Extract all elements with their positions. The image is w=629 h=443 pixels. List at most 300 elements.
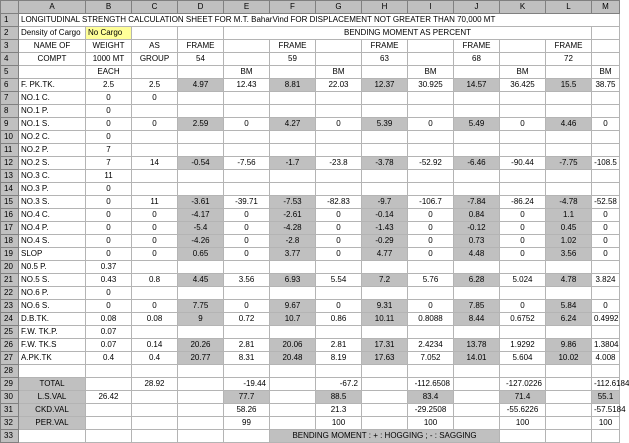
per-value-cell[interactable]: 100 bbox=[592, 417, 620, 430]
as-group-cell[interactable]: 0 bbox=[132, 235, 178, 248]
compartment-name-cell[interactable]: NO.2 P. bbox=[19, 144, 86, 157]
frame-value-cell[interactable]: -9.7 bbox=[362, 196, 408, 209]
compartment-name-cell[interactable]: NO.4 S. bbox=[19, 235, 86, 248]
column-header[interactable]: M bbox=[592, 1, 620, 14]
frame-value-cell[interactable]: -7.75 bbox=[546, 157, 592, 170]
frame-value-cell[interactable]: -0.12 bbox=[454, 222, 500, 235]
bm-value-cell[interactable]: 0 bbox=[408, 248, 454, 261]
weight-cell[interactable]: 0 bbox=[86, 118, 132, 131]
frame-value-cell[interactable]: 17.31 bbox=[362, 339, 408, 352]
frame-value-cell[interactable]: 1.02 bbox=[546, 235, 592, 248]
cell[interactable] bbox=[592, 430, 620, 443]
row-header[interactable]: 11 bbox=[1, 144, 19, 157]
bm-value-cell[interactable] bbox=[500, 326, 546, 339]
cell[interactable] bbox=[454, 391, 500, 404]
name-of-header-cell[interactable]: NAME OF bbox=[19, 40, 86, 53]
row-header[interactable]: 1 bbox=[1, 14, 19, 27]
frame-value-cell[interactable]: 0.84 bbox=[454, 209, 500, 222]
cell[interactable] bbox=[132, 430, 178, 443]
frame-value-cell[interactable] bbox=[362, 261, 408, 274]
row-header[interactable]: 21 bbox=[1, 274, 19, 287]
cell[interactable] bbox=[132, 391, 178, 404]
frame-value-cell[interactable]: 12.37 bbox=[362, 79, 408, 92]
frame-value-cell[interactable] bbox=[270, 92, 316, 105]
weight-cell[interactable]: 11 bbox=[86, 170, 132, 183]
bm-value-cell[interactable]: 3.56 bbox=[224, 274, 270, 287]
cell[interactable] bbox=[132, 66, 178, 79]
cell[interactable] bbox=[86, 404, 132, 417]
cell[interactable] bbox=[454, 378, 500, 391]
row-header[interactable]: 9 bbox=[1, 118, 19, 131]
row-header[interactable]: 6 bbox=[1, 79, 19, 92]
row-header[interactable]: 18 bbox=[1, 235, 19, 248]
weight-cell[interactable]: 0 bbox=[86, 105, 132, 118]
weight-cell[interactable]: 0 bbox=[86, 196, 132, 209]
bm-value-cell[interactable]: 0 bbox=[316, 248, 362, 261]
bm-value-cell[interactable] bbox=[408, 326, 454, 339]
frame-number-cell[interactable]: 63 bbox=[362, 53, 408, 66]
frame-value-cell[interactable] bbox=[546, 170, 592, 183]
frame-value-cell[interactable] bbox=[546, 261, 592, 274]
bm-value-cell[interactable]: 0 bbox=[224, 222, 270, 235]
bm-value-cell[interactable]: 0 bbox=[224, 235, 270, 248]
column-header[interactable]: G bbox=[316, 1, 362, 14]
cell[interactable] bbox=[224, 430, 270, 443]
frame-value-cell[interactable] bbox=[546, 183, 592, 196]
frame-value-cell[interactable]: 20.26 bbox=[178, 339, 224, 352]
frame-value-cell[interactable]: 20.48 bbox=[270, 352, 316, 365]
bm-value-cell[interactable]: 0 bbox=[500, 118, 546, 131]
bm-value-cell[interactable] bbox=[500, 105, 546, 118]
cell[interactable] bbox=[408, 40, 454, 53]
cell[interactable] bbox=[592, 40, 620, 53]
bm-value-cell[interactable]: -39.71 bbox=[224, 196, 270, 209]
compartment-name-cell[interactable]: NO.1 S. bbox=[19, 118, 86, 131]
as-group-cell[interactable]: 0 bbox=[132, 300, 178, 313]
frame-value-cell[interactable]: 5.84 bbox=[546, 300, 592, 313]
cell[interactable] bbox=[546, 66, 592, 79]
bm-value-cell[interactable]: 38.75 bbox=[592, 79, 620, 92]
as-group-cell[interactable] bbox=[132, 105, 178, 118]
bm-value-cell[interactable]: 12.43 bbox=[224, 79, 270, 92]
as-group-cell[interactable] bbox=[132, 170, 178, 183]
each-header-cell[interactable]: EACH bbox=[86, 66, 132, 79]
row-header[interactable]: 2 bbox=[1, 27, 19, 40]
cell[interactable] bbox=[592, 53, 620, 66]
cell[interactable] bbox=[270, 378, 316, 391]
row-header[interactable]: 8 bbox=[1, 105, 19, 118]
bm-value-cell[interactable] bbox=[592, 144, 620, 157]
bm-value-cell[interactable]: 0 bbox=[408, 118, 454, 131]
bm-value-cell[interactable]: 4.008 bbox=[592, 352, 620, 365]
bm-value-cell[interactable] bbox=[408, 144, 454, 157]
frame-value-cell[interactable]: 0.73 bbox=[454, 235, 500, 248]
bm-value-cell[interactable]: 22.03 bbox=[316, 79, 362, 92]
weight-header-cell[interactable]: WEIGHT bbox=[86, 40, 132, 53]
cell[interactable] bbox=[178, 404, 224, 417]
frame-value-cell[interactable] bbox=[454, 326, 500, 339]
frame-value-cell[interactable]: 4.48 bbox=[454, 248, 500, 261]
compartment-name-cell[interactable]: NO.2 S. bbox=[19, 157, 86, 170]
compt-header-cell[interactable]: COMPT bbox=[19, 53, 86, 66]
frame-value-cell[interactable] bbox=[270, 326, 316, 339]
frame-value-cell[interactable]: 4.97 bbox=[178, 79, 224, 92]
column-header[interactable]: F bbox=[270, 1, 316, 14]
compartment-name-cell[interactable]: NO.4 C. bbox=[19, 209, 86, 222]
frame-value-cell[interactable]: 6.28 bbox=[454, 274, 500, 287]
frame-header-cell[interactable]: FRAME bbox=[454, 40, 500, 53]
bm-value-cell[interactable]: 0 bbox=[592, 235, 620, 248]
cell[interactable] bbox=[546, 391, 592, 404]
bm-header-cell[interactable]: BM bbox=[224, 66, 270, 79]
bm-value-cell[interactable] bbox=[224, 105, 270, 118]
bm-value-cell[interactable]: 1.9292 bbox=[500, 339, 546, 352]
total-bm-cell[interactable]: -112.6184 bbox=[592, 378, 620, 391]
bm-value-cell[interactable] bbox=[224, 170, 270, 183]
group-header-cell[interactable]: GROUP bbox=[132, 53, 178, 66]
bm-value-cell[interactable]: -52.92 bbox=[408, 157, 454, 170]
frame-value-cell[interactable] bbox=[178, 261, 224, 274]
frame-value-cell[interactable]: 5.39 bbox=[362, 118, 408, 131]
bm-value-cell[interactable]: 0.4992 bbox=[592, 313, 620, 326]
frame-value-cell[interactable]: 7.75 bbox=[178, 300, 224, 313]
weight-cell[interactable]: 0 bbox=[86, 92, 132, 105]
bm-header-cell[interactable]: BM bbox=[500, 66, 546, 79]
frame-header-cell[interactable]: FRAME bbox=[270, 40, 316, 53]
cell[interactable] bbox=[178, 27, 224, 40]
bm-value-cell[interactable]: 0 bbox=[500, 248, 546, 261]
frame-value-cell[interactable] bbox=[454, 261, 500, 274]
as-group-cell[interactable]: 11 bbox=[132, 196, 178, 209]
bm-value-cell[interactable]: -90.44 bbox=[500, 157, 546, 170]
frame-value-cell[interactable]: 9.86 bbox=[546, 339, 592, 352]
compartment-name-cell[interactable]: NO.3 S. bbox=[19, 196, 86, 209]
column-header[interactable]: J bbox=[454, 1, 500, 14]
frame-value-cell[interactable] bbox=[178, 170, 224, 183]
bm-value-cell[interactable]: -82.83 bbox=[316, 196, 362, 209]
frame-value-cell[interactable]: 10.7 bbox=[270, 313, 316, 326]
cell[interactable] bbox=[224, 40, 270, 53]
cell[interactable] bbox=[132, 404, 178, 417]
cell[interactable] bbox=[500, 53, 546, 66]
bm-value-cell[interactable]: 0 bbox=[500, 235, 546, 248]
bm-value-cell[interactable]: 0 bbox=[224, 300, 270, 313]
ls-label-cell[interactable]: L.S.VAL bbox=[19, 391, 86, 404]
cell[interactable] bbox=[546, 404, 592, 417]
bm-value-cell[interactable]: 0 bbox=[316, 235, 362, 248]
row-header[interactable]: 27 bbox=[1, 352, 19, 365]
bm-value-cell[interactable]: 8.19 bbox=[316, 352, 362, 365]
per-value-cell[interactable]: 99 bbox=[224, 417, 270, 430]
frame-value-cell[interactable]: -1.43 bbox=[362, 222, 408, 235]
bm-value-cell[interactable]: 0 bbox=[592, 209, 620, 222]
frame-value-cell[interactable] bbox=[362, 326, 408, 339]
cell[interactable] bbox=[592, 27, 620, 40]
cell[interactable] bbox=[132, 365, 178, 378]
cell[interactable] bbox=[19, 66, 86, 79]
frame-value-cell[interactable]: 7.85 bbox=[454, 300, 500, 313]
as-group-cell[interactable]: 0 bbox=[132, 209, 178, 222]
cell[interactable] bbox=[362, 378, 408, 391]
weight-cell[interactable]: 7 bbox=[86, 157, 132, 170]
frame-value-cell[interactable]: 4.78 bbox=[546, 274, 592, 287]
frame-value-cell[interactable]: 20.06 bbox=[270, 339, 316, 352]
weight-cell[interactable]: 0.07 bbox=[86, 326, 132, 339]
frame-value-cell[interactable]: 3.77 bbox=[270, 248, 316, 261]
bm-value-cell[interactable]: 0 bbox=[408, 300, 454, 313]
frame-value-cell[interactable] bbox=[270, 144, 316, 157]
bm-value-cell[interactable]: -23.8 bbox=[316, 157, 362, 170]
row-header[interactable]: 17 bbox=[1, 222, 19, 235]
frame-value-cell[interactable]: -4.26 bbox=[178, 235, 224, 248]
bm-value-cell[interactable]: 0.86 bbox=[316, 313, 362, 326]
column-header[interactable]: I bbox=[408, 1, 454, 14]
per-label-cell[interactable]: PER.VAL bbox=[19, 417, 86, 430]
bm-value-cell[interactable] bbox=[500, 92, 546, 105]
cell[interactable] bbox=[362, 404, 408, 417]
cell[interactable] bbox=[362, 365, 408, 378]
frame-value-cell[interactable] bbox=[546, 287, 592, 300]
bm-value-cell[interactable] bbox=[592, 183, 620, 196]
as-group-cell[interactable]: 0 bbox=[132, 222, 178, 235]
cell[interactable] bbox=[86, 417, 132, 430]
bm-value-cell[interactable]: 2.4234 bbox=[408, 339, 454, 352]
frame-value-cell[interactable] bbox=[178, 131, 224, 144]
bm-value-cell[interactable]: 0 bbox=[224, 209, 270, 222]
cell[interactable] bbox=[270, 404, 316, 417]
bm-value-cell[interactable]: 0 bbox=[408, 222, 454, 235]
frame-value-cell[interactable] bbox=[178, 92, 224, 105]
bm-value-cell[interactable]: 3.824 bbox=[592, 274, 620, 287]
as-group-cell[interactable]: 0 bbox=[132, 118, 178, 131]
frame-value-cell[interactable]: 3.56 bbox=[546, 248, 592, 261]
frame-value-cell[interactable]: 5.49 bbox=[454, 118, 500, 131]
ls-weight-cell[interactable]: 26.42 bbox=[86, 391, 132, 404]
compartment-name-cell[interactable]: A.PK.TK bbox=[19, 352, 86, 365]
cell[interactable] bbox=[178, 417, 224, 430]
ls-value-cell[interactable]: 83.4 bbox=[408, 391, 454, 404]
bm-value-cell[interactable]: 0 bbox=[500, 300, 546, 313]
per-value-cell[interactable]: 100 bbox=[408, 417, 454, 430]
bm-header-cell[interactable]: BM bbox=[408, 66, 454, 79]
cell[interactable] bbox=[316, 53, 362, 66]
as-group-cell[interactable]: 2.5 bbox=[132, 79, 178, 92]
as-group-cell[interactable]: 0.8 bbox=[132, 274, 178, 287]
cell[interactable] bbox=[178, 365, 224, 378]
row-header[interactable]: 30 bbox=[1, 391, 19, 404]
bm-value-cell[interactable]: 0 bbox=[316, 222, 362, 235]
weight-cell[interactable]: 0 bbox=[86, 183, 132, 196]
ls-value-cell[interactable]: 71.4 bbox=[500, 391, 546, 404]
select-all-corner[interactable] bbox=[1, 1, 19, 14]
column-header[interactable]: B bbox=[86, 1, 132, 14]
bm-value-cell[interactable] bbox=[408, 105, 454, 118]
frame-value-cell[interactable]: 10.11 bbox=[362, 313, 408, 326]
bm-value-cell[interactable] bbox=[592, 170, 620, 183]
compartment-name-cell[interactable]: NO.1 P. bbox=[19, 105, 86, 118]
bm-value-cell[interactable] bbox=[408, 183, 454, 196]
frame-value-cell[interactable] bbox=[362, 287, 408, 300]
bm-value-cell[interactable] bbox=[224, 261, 270, 274]
frame-value-cell[interactable]: -3.78 bbox=[362, 157, 408, 170]
ls-value-cell[interactable]: 77.7 bbox=[224, 391, 270, 404]
as-group-cell[interactable]: 0.14 bbox=[132, 339, 178, 352]
compartment-name-cell[interactable]: F. PK.TK. bbox=[19, 79, 86, 92]
frame-value-cell[interactable]: 0.45 bbox=[546, 222, 592, 235]
bm-value-cell[interactable]: -7.56 bbox=[224, 157, 270, 170]
bm-value-cell[interactable]: 0 bbox=[316, 300, 362, 313]
as-group-cell[interactable] bbox=[132, 326, 178, 339]
cell[interactable] bbox=[500, 365, 546, 378]
cell[interactable] bbox=[86, 365, 132, 378]
frame-number-cell[interactable]: 59 bbox=[270, 53, 316, 66]
bm-value-cell[interactable]: 7.052 bbox=[408, 352, 454, 365]
column-header[interactable]: A bbox=[19, 1, 86, 14]
row-header[interactable]: 25 bbox=[1, 326, 19, 339]
compartment-name-cell[interactable]: NO.3 P. bbox=[19, 183, 86, 196]
density-label-cell[interactable]: Density of Cargo bbox=[19, 27, 86, 40]
frame-value-cell[interactable]: 14.01 bbox=[454, 352, 500, 365]
total-as-cell[interactable]: 28.92 bbox=[132, 378, 178, 391]
row-header[interactable]: 33 bbox=[1, 430, 19, 443]
bm-value-cell[interactable]: 5.76 bbox=[408, 274, 454, 287]
cell[interactable] bbox=[86, 430, 132, 443]
cell[interactable] bbox=[224, 53, 270, 66]
weight-cell[interactable]: 0 bbox=[86, 222, 132, 235]
frame-number-cell[interactable]: 68 bbox=[454, 53, 500, 66]
bm-value-cell[interactable]: 0 bbox=[592, 248, 620, 261]
frame-value-cell[interactable] bbox=[270, 261, 316, 274]
bm-value-cell[interactable] bbox=[408, 92, 454, 105]
bm-value-cell[interactable] bbox=[592, 287, 620, 300]
cell[interactable] bbox=[546, 417, 592, 430]
row-header[interactable]: 23 bbox=[1, 300, 19, 313]
frame-value-cell[interactable] bbox=[454, 183, 500, 196]
bm-value-cell[interactable]: 0 bbox=[224, 118, 270, 131]
row-header[interactable]: 16 bbox=[1, 209, 19, 222]
frame-number-cell[interactable]: 72 bbox=[546, 53, 592, 66]
weight-cell[interactable]: 7 bbox=[86, 144, 132, 157]
bm-value-cell[interactable] bbox=[316, 105, 362, 118]
bm-value-cell[interactable] bbox=[592, 131, 620, 144]
ls-value-cell[interactable]: 55.1 bbox=[592, 391, 620, 404]
row-header[interactable]: 13 bbox=[1, 170, 19, 183]
frame-value-cell[interactable]: -0.14 bbox=[362, 209, 408, 222]
frame-value-cell[interactable] bbox=[178, 105, 224, 118]
frame-value-cell[interactable]: 2.59 bbox=[178, 118, 224, 131]
bending-moment-title-cell[interactable]: BENDING MOMENT AS PERCENT bbox=[224, 27, 592, 40]
frame-value-cell[interactable]: 14.57 bbox=[454, 79, 500, 92]
cell[interactable] bbox=[362, 66, 408, 79]
cell[interactable] bbox=[500, 430, 546, 443]
bm-value-cell[interactable] bbox=[500, 183, 546, 196]
bm-value-cell[interactable] bbox=[316, 261, 362, 274]
bm-value-cell[interactable]: 0.72 bbox=[224, 313, 270, 326]
row-header[interactable]: 4 bbox=[1, 53, 19, 66]
cell[interactable] bbox=[270, 365, 316, 378]
compartment-name-cell[interactable]: F.W. TK.P. bbox=[19, 326, 86, 339]
cell[interactable] bbox=[270, 417, 316, 430]
frame-value-cell[interactable]: -0.54 bbox=[178, 157, 224, 170]
as-group-cell[interactable]: 0 bbox=[132, 92, 178, 105]
ls-value-cell[interactable]: 88.5 bbox=[316, 391, 362, 404]
as-group-cell[interactable]: 0 bbox=[132, 248, 178, 261]
weight-cell[interactable]: 0.43 bbox=[86, 274, 132, 287]
as-group-cell[interactable] bbox=[132, 183, 178, 196]
ckd-label-cell[interactable]: CKD.VAL bbox=[19, 404, 86, 417]
bm-value-cell[interactable] bbox=[224, 131, 270, 144]
bm-value-cell[interactable] bbox=[592, 261, 620, 274]
frame-value-cell[interactable]: -7.84 bbox=[454, 196, 500, 209]
row-header[interactable]: 12 bbox=[1, 157, 19, 170]
compartment-name-cell[interactable]: SLOP bbox=[19, 248, 86, 261]
per-value-cell[interactable]: 100 bbox=[500, 417, 546, 430]
bm-value-cell[interactable] bbox=[592, 326, 620, 339]
cell[interactable] bbox=[132, 417, 178, 430]
bm-value-cell[interactable] bbox=[408, 131, 454, 144]
frame-value-cell[interactable] bbox=[546, 92, 592, 105]
frame-value-cell[interactable]: 13.78 bbox=[454, 339, 500, 352]
frame-value-cell[interactable] bbox=[454, 144, 500, 157]
cell[interactable] bbox=[546, 430, 592, 443]
row-header[interactable]: 10 bbox=[1, 131, 19, 144]
frame-value-cell[interactable] bbox=[546, 326, 592, 339]
bm-value-cell[interactable] bbox=[500, 131, 546, 144]
cell[interactable] bbox=[19, 365, 86, 378]
row-header[interactable]: 32 bbox=[1, 417, 19, 430]
total-bm-cell[interactable]: -67.2 bbox=[316, 378, 362, 391]
bm-value-cell[interactable] bbox=[224, 326, 270, 339]
frame-number-cell[interactable]: 54 bbox=[178, 53, 224, 66]
bm-value-cell[interactable]: 2.81 bbox=[316, 339, 362, 352]
frame-value-cell[interactable]: 15.5 bbox=[546, 79, 592, 92]
frame-value-cell[interactable]: -4.17 bbox=[178, 209, 224, 222]
bending-moment-legend-cell[interactable]: BENDING MOMENT : + : HOGGING ; - : SAGGING bbox=[270, 430, 500, 443]
row-header[interactable]: 15 bbox=[1, 196, 19, 209]
frame-value-cell[interactable] bbox=[270, 131, 316, 144]
compartment-name-cell[interactable]: NO.3 C. bbox=[19, 170, 86, 183]
cell[interactable] bbox=[546, 378, 592, 391]
bm-value-cell[interactable] bbox=[408, 261, 454, 274]
weight-cell[interactable]: 0.08 bbox=[86, 313, 132, 326]
bm-value-cell[interactable]: 0 bbox=[500, 222, 546, 235]
bm-value-cell[interactable] bbox=[316, 326, 362, 339]
frame-value-cell[interactable] bbox=[454, 92, 500, 105]
bm-value-cell[interactable]: 1.3804 bbox=[592, 339, 620, 352]
weight-cell[interactable]: 0.37 bbox=[86, 261, 132, 274]
cell[interactable] bbox=[270, 391, 316, 404]
ckd-value-cell[interactable]: -55.6226 bbox=[500, 404, 546, 417]
bm-value-cell[interactable]: 0.6752 bbox=[500, 313, 546, 326]
bm-value-cell[interactable]: 0 bbox=[592, 222, 620, 235]
frame-value-cell[interactable] bbox=[546, 144, 592, 157]
compartment-name-cell[interactable]: NO.1 C. bbox=[19, 92, 86, 105]
frame-value-cell[interactable]: -4.78 bbox=[546, 196, 592, 209]
as-group-cell[interactable]: 14 bbox=[132, 157, 178, 170]
bm-value-cell[interactable]: 8.31 bbox=[224, 352, 270, 365]
column-header[interactable]: E bbox=[224, 1, 270, 14]
frame-value-cell[interactable]: 0.65 bbox=[178, 248, 224, 261]
ckd-value-cell[interactable]: -57.5184 bbox=[592, 404, 620, 417]
as-header-cell[interactable]: AS bbox=[132, 40, 178, 53]
row-header[interactable]: 7 bbox=[1, 92, 19, 105]
cell[interactable] bbox=[224, 365, 270, 378]
frame-value-cell[interactable]: 10.02 bbox=[546, 352, 592, 365]
frame-value-cell[interactable]: -2.61 bbox=[270, 209, 316, 222]
frame-value-cell[interactable]: 4.46 bbox=[546, 118, 592, 131]
frame-value-cell[interactable] bbox=[546, 105, 592, 118]
frame-value-cell[interactable] bbox=[454, 105, 500, 118]
